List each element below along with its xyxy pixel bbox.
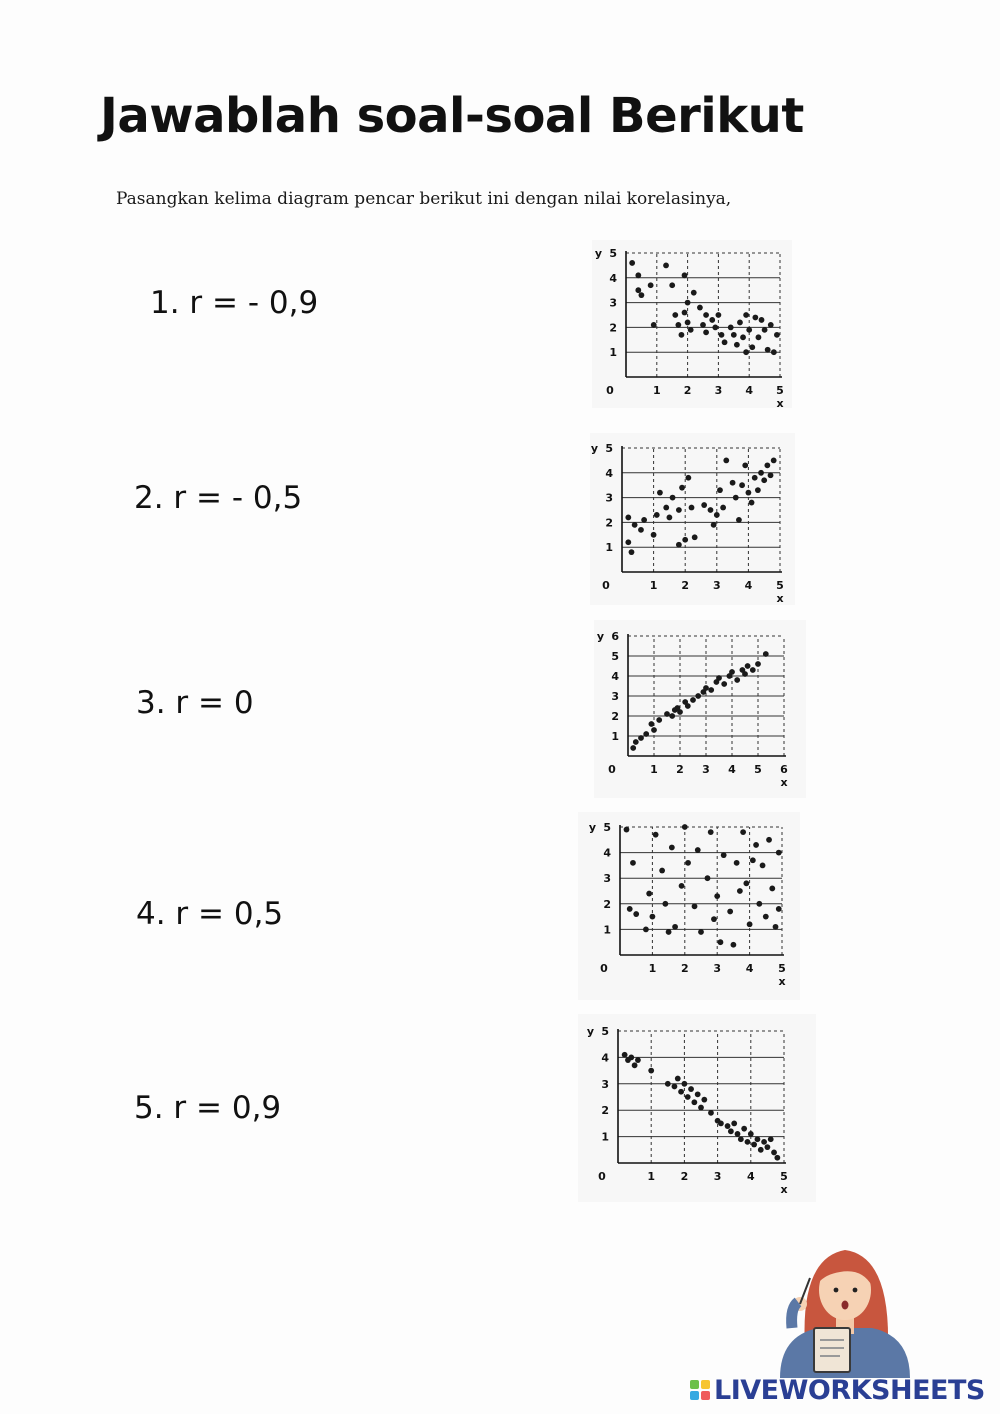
plot-4-point-18: [695, 847, 701, 853]
plot-4-point-16: [685, 860, 691, 866]
plot-5-point-33: [765, 1144, 771, 1150]
plot-2-point-7: [651, 532, 657, 538]
plot-1-point-4: [639, 292, 645, 298]
plot-2-point-17: [685, 475, 691, 481]
plot-2-point-36: [758, 470, 764, 476]
plot-1-point-15: [685, 320, 691, 326]
plot-4-point-41: [776, 906, 782, 912]
plot-3-xtick-6: 6: [780, 763, 788, 776]
plot-2-xtick-0: 0: [602, 579, 610, 592]
plot-2-y-label: y: [590, 442, 598, 455]
plot-2-point-2: [625, 539, 631, 545]
plot-5-point-21: [725, 1123, 731, 1129]
plot-4-point-22: [711, 916, 717, 922]
plot-5-point-3: [628, 1055, 634, 1061]
plot-1-point-9: [672, 312, 678, 318]
plot-4-point-30: [740, 829, 746, 835]
plot-4-point-13: [672, 924, 678, 930]
plot-4-xtick-3: 3: [713, 962, 722, 975]
plot-2-point-21: [708, 507, 714, 513]
plot-5-ytick-3: 3: [601, 1077, 609, 1091]
plot-1-point-25: [719, 332, 725, 338]
plot-5-point-18: [708, 1110, 714, 1116]
plot-1-point-17: [691, 290, 697, 296]
plot-5-point-36: [774, 1155, 780, 1161]
plot-3-xtick-4: 4: [728, 763, 736, 776]
scatter-plot-5: [578, 1014, 816, 1202]
plot-4-point-37: [763, 914, 769, 920]
plot-3-point-29: [750, 667, 756, 673]
plot-1-point-10: [675, 322, 681, 328]
plot-5-point-20: [718, 1121, 724, 1127]
plot-5-point-27: [745, 1139, 751, 1145]
plot-2-point-27: [730, 480, 736, 486]
plot-3-xtick-2: 2: [676, 763, 684, 776]
plot-4-ytick-3: 3: [603, 872, 611, 886]
plot-5-point-25: [738, 1136, 744, 1142]
plot-5-point-17: [701, 1097, 707, 1103]
plot-1-xtick-1: 1: [652, 384, 661, 397]
plot-1-ytick-4: 4: [609, 271, 617, 285]
plot-4-ytick-2: 2: [603, 897, 611, 911]
plot-5-xtick-0: 0: [598, 1170, 606, 1183]
plot-4-point-28: [734, 860, 740, 866]
plot-4-point-3: [630, 860, 636, 866]
plot-2-x-label: x: [776, 592, 784, 605]
plot-1-point-38: [759, 317, 765, 323]
plot-2-point-6: [641, 517, 647, 523]
plot-3-point-28: [745, 663, 751, 669]
plot-2-point-37: [761, 477, 767, 483]
plot-1-point-8: [669, 282, 675, 288]
plot-4-point-32: [747, 921, 753, 927]
plot-3-point-31: [763, 651, 769, 657]
plot-5-point-14: [691, 1099, 697, 1105]
plot-4-xtick-1: 1: [648, 962, 657, 975]
plot-2-point-8: [654, 512, 660, 518]
plot-3-point-8: [664, 711, 670, 717]
instruction-text: Pasangkan kelima diagram pencar berikut ini dengan nilai korelasinya,: [116, 189, 732, 209]
plot-4-point-29: [737, 888, 743, 894]
plot-5-ytick-5: 5: [601, 1025, 609, 1038]
plot-4-point-17: [692, 903, 698, 909]
plot-2-xtick-1: 1: [649, 579, 658, 592]
plot-1-xtick-0: 0: [606, 384, 614, 397]
plot-3-point-18: [703, 685, 709, 691]
plot-5-point-29: [751, 1142, 757, 1148]
plot-2-point-13: [676, 507, 682, 513]
plot-3-x-label: x: [780, 776, 788, 789]
plot-1-point-22: [709, 317, 715, 323]
plot-1-xtick-3: 3: [714, 384, 723, 397]
plot-3-point-12: [677, 709, 683, 715]
plot-2-point-35: [755, 487, 761, 493]
scatter-plot-1: [592, 240, 792, 408]
plot-5-point-15: [695, 1091, 701, 1097]
plot-1-point-30: [737, 320, 743, 326]
plot-4-x-label: x: [778, 975, 786, 988]
plot-5-x-label: x: [780, 1183, 788, 1196]
plot-2-ytick-5: 5: [605, 442, 613, 455]
plot-4-point-24: [718, 939, 724, 945]
scatter-plot-5-svg: [578, 1014, 816, 1202]
plot-1-ytick-2: 2: [609, 321, 617, 335]
liveworksheets-logo-text: LIVEWORKSHEETS: [714, 1374, 985, 1406]
plot-5-point-5: [635, 1057, 641, 1063]
plot-1-xtick-5: 5: [776, 384, 784, 397]
plot-5-point-34: [768, 1136, 774, 1142]
plot-5-point-11: [682, 1081, 688, 1087]
plot-4-ytick-1: 1: [603, 923, 611, 937]
plot-5-point-8: [672, 1084, 678, 1090]
plot-2-point-28: [733, 495, 739, 501]
plot-3-point-27: [742, 671, 748, 677]
plot-3-ytick-1: 1: [611, 730, 619, 743]
plot-1-point-20: [703, 329, 709, 335]
plot-1-point-31: [740, 334, 746, 340]
plot-5-point-1: [622, 1052, 628, 1058]
plot-1-ytick-5: 5: [609, 247, 617, 260]
plot-1-ytick-3: 3: [609, 296, 617, 310]
plot-3-point-9: [669, 713, 675, 719]
plot-2-point-24: [717, 487, 723, 493]
plot-3-xtick-1: 1: [650, 763, 658, 776]
plot-4-point-33: [750, 857, 756, 863]
plot-3-xtick-0: 0: [608, 763, 616, 776]
plot-2-point-4: [632, 522, 638, 528]
plot-2-point-11: [667, 515, 673, 521]
plot-5-ytick-2: 2: [601, 1104, 609, 1118]
plot-4-point-19: [698, 929, 704, 935]
answer-item-2: 2. r = - 0,5: [134, 480, 303, 516]
plot-4-point-38: [766, 837, 772, 843]
plot-4-point-5: [643, 927, 649, 933]
plot-5-xtick-3: 3: [713, 1170, 722, 1183]
plot-3-xtick-3: 3: [702, 763, 710, 776]
plot-1-point-37: [756, 334, 762, 340]
plot-4-point-34: [753, 842, 759, 848]
plot-3-point-21: [716, 675, 722, 681]
plot-3-point-1: [630, 745, 636, 751]
plot-4-point-10: [662, 901, 668, 907]
plot-1-point-34: [746, 327, 752, 333]
plot-1-ytick-1: 1: [609, 346, 617, 360]
plot-1-point-12: [682, 310, 688, 316]
plot-3-point-7: [656, 717, 662, 723]
plot-5-point-28: [748, 1131, 754, 1137]
plot-4-xtick-4: 4: [745, 962, 754, 975]
plot-2-point-12: [670, 495, 676, 501]
plot-4-point-12: [669, 845, 675, 851]
plot-2-point-19: [692, 534, 698, 540]
plot-3-ytick-3: 3: [611, 690, 619, 703]
plot-5-xtick-2: 2: [680, 1170, 689, 1183]
plot-4-point-7: [650, 914, 656, 920]
plot-2-point-29: [736, 517, 742, 523]
plot-1-point-42: [771, 349, 777, 355]
plot-2-ytick-4: 4: [605, 466, 613, 480]
plot-5-ytick-4: 4: [601, 1051, 609, 1065]
plot-1-x-label: x: [776, 397, 784, 408]
plot-4-point-25: [721, 852, 727, 858]
plot-5-ytick-1: 1: [601, 1130, 609, 1144]
plot-4-point-6: [646, 891, 652, 897]
plot-3-point-5: [649, 721, 655, 727]
plot-3-xtick-5: 5: [754, 763, 762, 776]
plot-1-point-32: [743, 349, 749, 355]
scatter-plot-3-svg: [594, 620, 806, 798]
plot-1-point-13: [682, 272, 688, 278]
plot-2-point-40: [771, 458, 777, 464]
plot-1-point-40: [765, 347, 771, 353]
plot-2-point-1: [625, 515, 631, 521]
plot-1-point-1: [629, 260, 635, 266]
logo-square-red: [701, 1391, 710, 1400]
answer-item-5: 5. r = 0,9: [134, 1090, 282, 1126]
plot-1-point-27: [728, 325, 734, 331]
plot-2-point-39: [768, 472, 774, 478]
plot-1-point-26: [722, 339, 728, 345]
plot-4-ytick-4: 4: [603, 846, 611, 860]
plot-5-point-7: [665, 1081, 671, 1087]
plot-4-point-8: [653, 832, 659, 838]
liveworksheets-logo: [690, 1374, 985, 1406]
scatter-plot-4: [578, 812, 800, 1000]
plot-2-xtick-5: 5: [776, 579, 784, 592]
plot-3-ytick-2: 2: [611, 710, 619, 723]
plot-5-y-label: y: [586, 1025, 594, 1038]
plot-3-point-14: [685, 703, 691, 709]
plot-1-point-16: [688, 327, 694, 333]
plot-5-xtick-4: 4: [746, 1170, 755, 1183]
plot-3-ytick-5: 5: [611, 650, 619, 663]
plot-2-xtick-3: 3: [712, 579, 721, 592]
plot-2-ytick-3: 3: [605, 491, 613, 505]
plot-2-point-16: [682, 537, 688, 543]
liveworksheets-logo-icon: [690, 1380, 710, 1400]
plot-1-xtick-4: 4: [745, 384, 754, 397]
plot-5-point-35: [771, 1150, 777, 1156]
plot-1-point-35: [749, 344, 755, 350]
plot-2-point-34: [752, 475, 758, 481]
plot-1-point-43: [774, 332, 780, 338]
plot-4-point-11: [666, 929, 672, 935]
logo-square-yellow: [701, 1380, 710, 1389]
plot-3-ytick-4: 4: [611, 670, 619, 683]
plot-1-point-2: [635, 272, 641, 278]
plot-4-point-23: [714, 893, 720, 899]
plot-5-point-12: [685, 1094, 691, 1100]
plot-2-point-26: [723, 458, 729, 464]
plot-2-point-9: [657, 490, 663, 496]
plot-5-point-26: [741, 1126, 747, 1132]
plot-3-point-4: [643, 731, 649, 737]
plot-4-point-21: [708, 829, 714, 835]
plot-4-point-26: [727, 909, 733, 915]
plot-3-ytick-6: 6: [611, 630, 619, 643]
plot-4-point-40: [773, 924, 779, 930]
thinking-girl-illustration: [770, 1228, 920, 1378]
plot-3-point-19: [708, 687, 714, 693]
plot-2-point-31: [742, 462, 748, 468]
plot-3-point-25: [734, 677, 740, 683]
plot-2-ytick-1: 1: [605, 541, 613, 555]
scatter-plot-2: [590, 433, 795, 605]
plot-3-point-15: [690, 697, 696, 703]
plot-1-point-29: [734, 342, 740, 348]
answer-item-4: 4. r = 0,5: [136, 896, 284, 932]
plot-5-point-31: [758, 1147, 764, 1153]
plot-2-xtick-2: 2: [681, 579, 690, 592]
plot-2-point-38: [764, 462, 770, 468]
plot-5-point-9: [675, 1076, 681, 1082]
plot-1-point-36: [752, 315, 758, 321]
plot-1-point-11: [679, 332, 685, 338]
plot-5-point-32: [761, 1139, 767, 1145]
plot-1-point-23: [712, 325, 718, 331]
plot-1-point-39: [762, 327, 768, 333]
plot-1-point-14: [685, 300, 691, 306]
plot-4-xtick-0: 0: [600, 962, 608, 975]
plot-2-point-5: [638, 527, 644, 533]
plot-2-point-32: [746, 490, 752, 496]
plot-4-point-14: [679, 883, 685, 889]
plot-5-point-30: [755, 1136, 761, 1142]
plot-1-point-18: [697, 305, 703, 311]
plot-5-point-23: [731, 1121, 737, 1127]
plot-5-point-6: [648, 1068, 654, 1074]
page-title: Jawablah soal-soal Berikut: [100, 88, 804, 144]
plot-3-point-6: [651, 727, 657, 733]
plot-5-point-24: [735, 1131, 741, 1137]
plot-4-point-39: [769, 886, 775, 892]
plot-4-point-31: [743, 880, 749, 886]
plot-1-point-5: [648, 282, 654, 288]
plot-2-point-3: [629, 549, 635, 555]
plot-3-y-label: y: [596, 630, 604, 643]
plot-4-point-27: [731, 942, 737, 948]
plot-2-point-33: [749, 500, 755, 506]
plot-3-point-2: [633, 739, 639, 745]
plot-1-xtick-2: 2: [683, 384, 692, 397]
scatter-plot-4-svg: [578, 812, 800, 1000]
plot-4-point-2: [627, 906, 633, 912]
plot-1-point-28: [731, 332, 737, 338]
plot-2-point-30: [739, 482, 745, 488]
plot-4-point-35: [756, 901, 762, 907]
plot-1-point-7: [663, 263, 669, 269]
plot-4-point-20: [705, 875, 711, 881]
answer-item-3: 3. r = 0: [136, 685, 254, 721]
plot-2-point-25: [720, 505, 726, 511]
plot-4-point-36: [760, 863, 766, 869]
plot-3-point-30: [755, 661, 761, 667]
plot-1-point-6: [651, 322, 657, 328]
plot-4-xtick-2: 2: [680, 962, 689, 975]
plot-4-point-4: [633, 911, 639, 917]
plot-4-point-9: [659, 868, 665, 874]
plot-3-point-3: [638, 735, 644, 741]
plot-3-point-16: [695, 693, 701, 699]
scatter-plot-1-svg: [592, 240, 792, 408]
plot-5-point-10: [678, 1089, 684, 1095]
logo-square-blue: [690, 1391, 699, 1400]
plot-2-point-20: [701, 502, 707, 508]
plot-1-point-33: [743, 312, 749, 318]
plot-3-point-24: [729, 669, 735, 675]
plot-1-point-41: [768, 322, 774, 328]
plot-1-point-3: [635, 287, 641, 293]
plot-1-point-24: [716, 312, 722, 318]
scatter-plot-3: [594, 620, 806, 798]
plot-5-xtick-5: 5: [780, 1170, 788, 1183]
plot-4-ytick-5: 5: [603, 821, 611, 834]
scatter-plot-2-svg: [590, 433, 795, 605]
plot-5-point-13: [688, 1086, 694, 1092]
plot-4-point-42: [776, 850, 782, 856]
plot-5-point-4: [632, 1062, 638, 1068]
plot-4-point-15: [682, 824, 688, 830]
plot-4-point-1: [624, 827, 630, 833]
plot-2-point-14: [676, 542, 682, 548]
plot-5-point-22: [728, 1128, 734, 1134]
plot-2-point-18: [689, 505, 695, 511]
plot-1-point-21: [703, 312, 709, 318]
plot-5-point-16: [698, 1105, 704, 1111]
plot-2-xtick-4: 4: [744, 579, 753, 592]
plot-2-point-23: [714, 512, 720, 518]
plot-2-point-15: [679, 485, 685, 491]
plot-2-ytick-2: 2: [605, 516, 613, 530]
plot-3-point-22: [721, 681, 727, 687]
plot-1-point-19: [700, 322, 706, 328]
plot-4-y-label: y: [588, 821, 596, 834]
plot-2-point-22: [711, 522, 717, 528]
plot-2-point-10: [663, 505, 669, 511]
logo-square-green: [690, 1380, 699, 1389]
plot-1-y-label: y: [594, 247, 602, 260]
plot-5-xtick-1: 1: [647, 1170, 656, 1183]
plot-4-xtick-5: 5: [778, 962, 786, 975]
answer-item-1: 1. r = - 0,9: [150, 285, 319, 321]
